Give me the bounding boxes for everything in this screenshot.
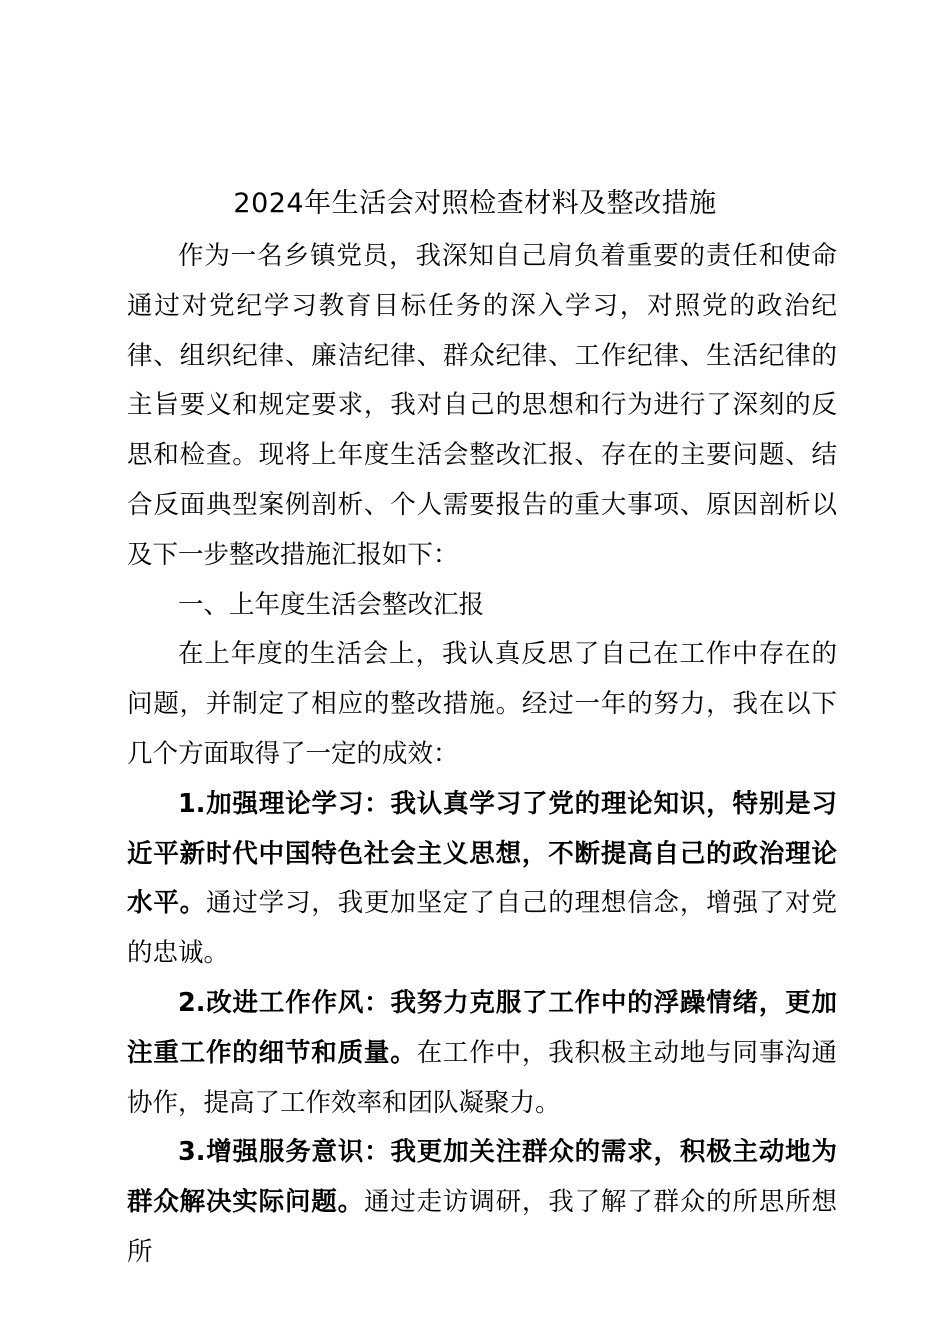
section-heading [127,581,837,631]
document-body [127,232,837,1278]
document-title: 2024年生活会对照检查材料及整改措施 [233,188,717,219]
item-2-bold-text: 2.改进工作作风：我努力克服了工作中的浮躁情绪，更加注重工作的细节和质量。 [127,987,837,1068]
paragraph-item-1 [127,780,837,979]
paragraph-item-2 [127,979,837,1128]
section-heading-text: 一、上年度生活会整改汇报 [178,589,485,620]
item-2-text: 在工作中，我积极主动地与同事沟通协作，提高了工作效率和团队凝聚力。 [127,1037,837,1118]
paragraph-intro [127,232,837,581]
item-3-text: 通过走访调研，我了解了群众的所思所想所 [127,1187,837,1267]
item-3-bold-text: 3.增强服务意识：我更加关注群众的需求，积极主动地为群众解决实际问题。 [127,1137,837,1218]
paragraph-item-3 [127,1128,837,1277]
paragraph-review [127,630,837,779]
paragraph-review-text: 在上年度的生活会上，我认真反思了自己在工作中存在的问题，并制定了相应的整改措施。经过一年的努力，我在以下几个方面取得了一定的成效： [127,639,837,769]
item-1-bold-text: 1.加强理论学习：我认真学习了党的理论知识，特别是习近平新时代中国特色社会主义思想，不断提高自己的政治理论水平。 [127,788,837,919]
paragraph-intro-text: 作为一名乡镇党员，我深知自己肩负着重要的责任和使命通过对党纪学习教育目标任务的深入学习，对照党的政治纪律、组织纪律、廉洁纪律、群众纪律、工作纪律、生活纪律的主旨要义和规定要求，我对自己的思想和行为进行了深刻的反思和检查。现将上年度生活会整改汇报、存在的主要问题、结合反面典型案例剖析、个人需要报告的重大事项、原因剖析以及下一步整改措施汇报如下： [127,241,837,570]
item-1-text: 通过学习，我更加坚定了自己的理想信念，增强了对党的忠诚。 [127,888,837,969]
